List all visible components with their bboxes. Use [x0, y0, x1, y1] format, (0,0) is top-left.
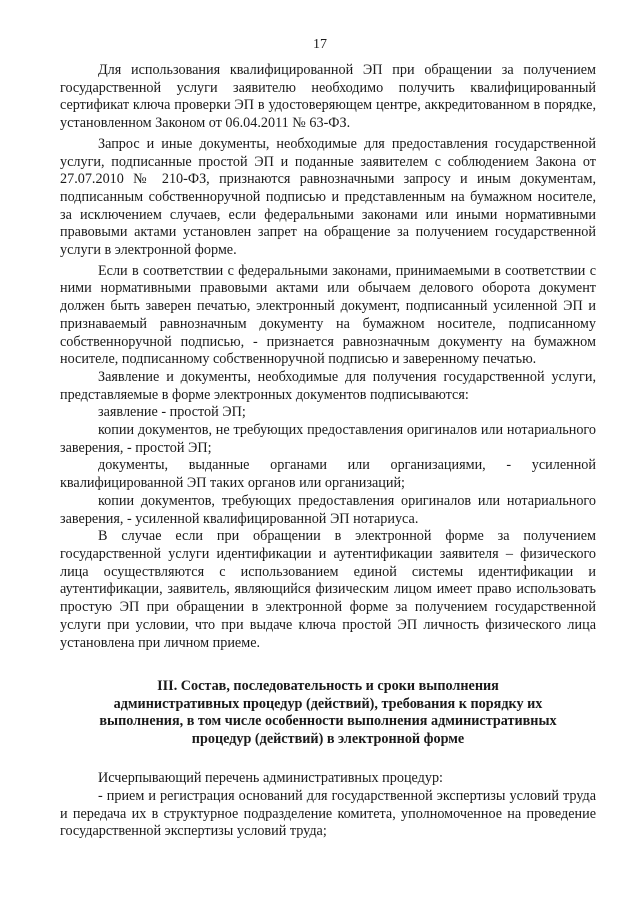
paragraph-identification: В случае если при обращении в электронной форме за получением государственной услуги идентификации и аутентификации заявителя – физического лица осуществляются с использованием единой системы идентификации и аутентификации, заявитель, являющийся физическим лицом имеет право использовать простую ЭП при обращении в электронной форме за получением государственной услуги при условии, что при выдаче ключа простой ЭП личность физического лица установлена при личном приеме.: [60, 528, 596, 651]
section-heading-line: процедур (действий) в электронной форме: [191, 730, 465, 747]
list-item-application: заявление - простой ЭП;: [98, 404, 246, 421]
section-heading-line: выполнения, в том числе особенности выполнения административных: [99, 713, 557, 730]
paragraph-procedures-list-intro: Исчерпывающий перечень административных процедур:: [98, 770, 443, 787]
section-heading-line: административных процедур (действий), требования к порядку их: [113, 695, 543, 712]
section-heading: [60, 678, 596, 748]
page-number: 17: [313, 37, 327, 52]
paragraph-seal-requirement: Если в соответствии с федеральными законами, принимаемыми в соответствии с ними нормативными правовыми актами или обычаем делового оборота документ должен быть заверен печатью, электронный документ, подписанный усиленной ЭП и признаваемый равнозначным документу на бумажном носителе, подписанному собственноручной подписью, - признается равнозначным документу на бумажном носителе, подписанному собственноручной подписью и заверенному печатью.: [60, 262, 596, 368]
paragraph-signing-rules: Заявление и документы, необходимые для получения государственной услуги, представляемые в форме электронных документов подписываются:: [60, 368, 596, 403]
list-item-copies-without-originals: копии документов, не требующих предоставления оригиналов или нотариального заверения, - простой ЭП;: [60, 422, 596, 456]
list-item-procedure-reception: - прием и регистрация оснований для государственной экспертизы условий труда и передача их в структурное подразделение комитета, уполномоченное на проведение государственной экспертизы условий труда;: [60, 787, 596, 840]
paragraph-qualified-signature: Для использования квалифицированной ЭП при обращении за получением государственной услуги заявителю необходимо получить квалифицированный сертификат ключа проверки ЭП в удостоверяющем центре, аккредитованном в порядке, установленном Законом от 06.04.2011 № 63-ФЗ.: [60, 62, 596, 132]
list-item-notarized-copies: копии документов, требующих предоставления оригиналов или нотариального заверения, - усиленной квалифицированной ЭП нотариуса.: [60, 492, 596, 527]
paragraph-simple-signature-documents: Запрос и иные документы, необходимые для предоставления государственной услуги, подписанные простой ЭП и поданные заявителем с соблюдением Закона от 27.07.2010 № 210-ФЗ, признаются равнозначными запросу и иным документам, подписанным собственноручной подписью и представленным на бумажном носителе, за исключением случаев, если федеральными законами или иными нормативными правовыми актами установлен запрет на обращение за получением государственной услуги в электронной форме.: [60, 135, 596, 259]
list-item-organization-documents: документы, выданные органами или организациями, - усиленной квалифицированной ЭП таких органов или организаций;: [60, 457, 596, 492]
document-body: [60, 62, 596, 841]
section-heading-line: III. Состав, последовательность и сроки выполнения: [157, 678, 499, 695]
